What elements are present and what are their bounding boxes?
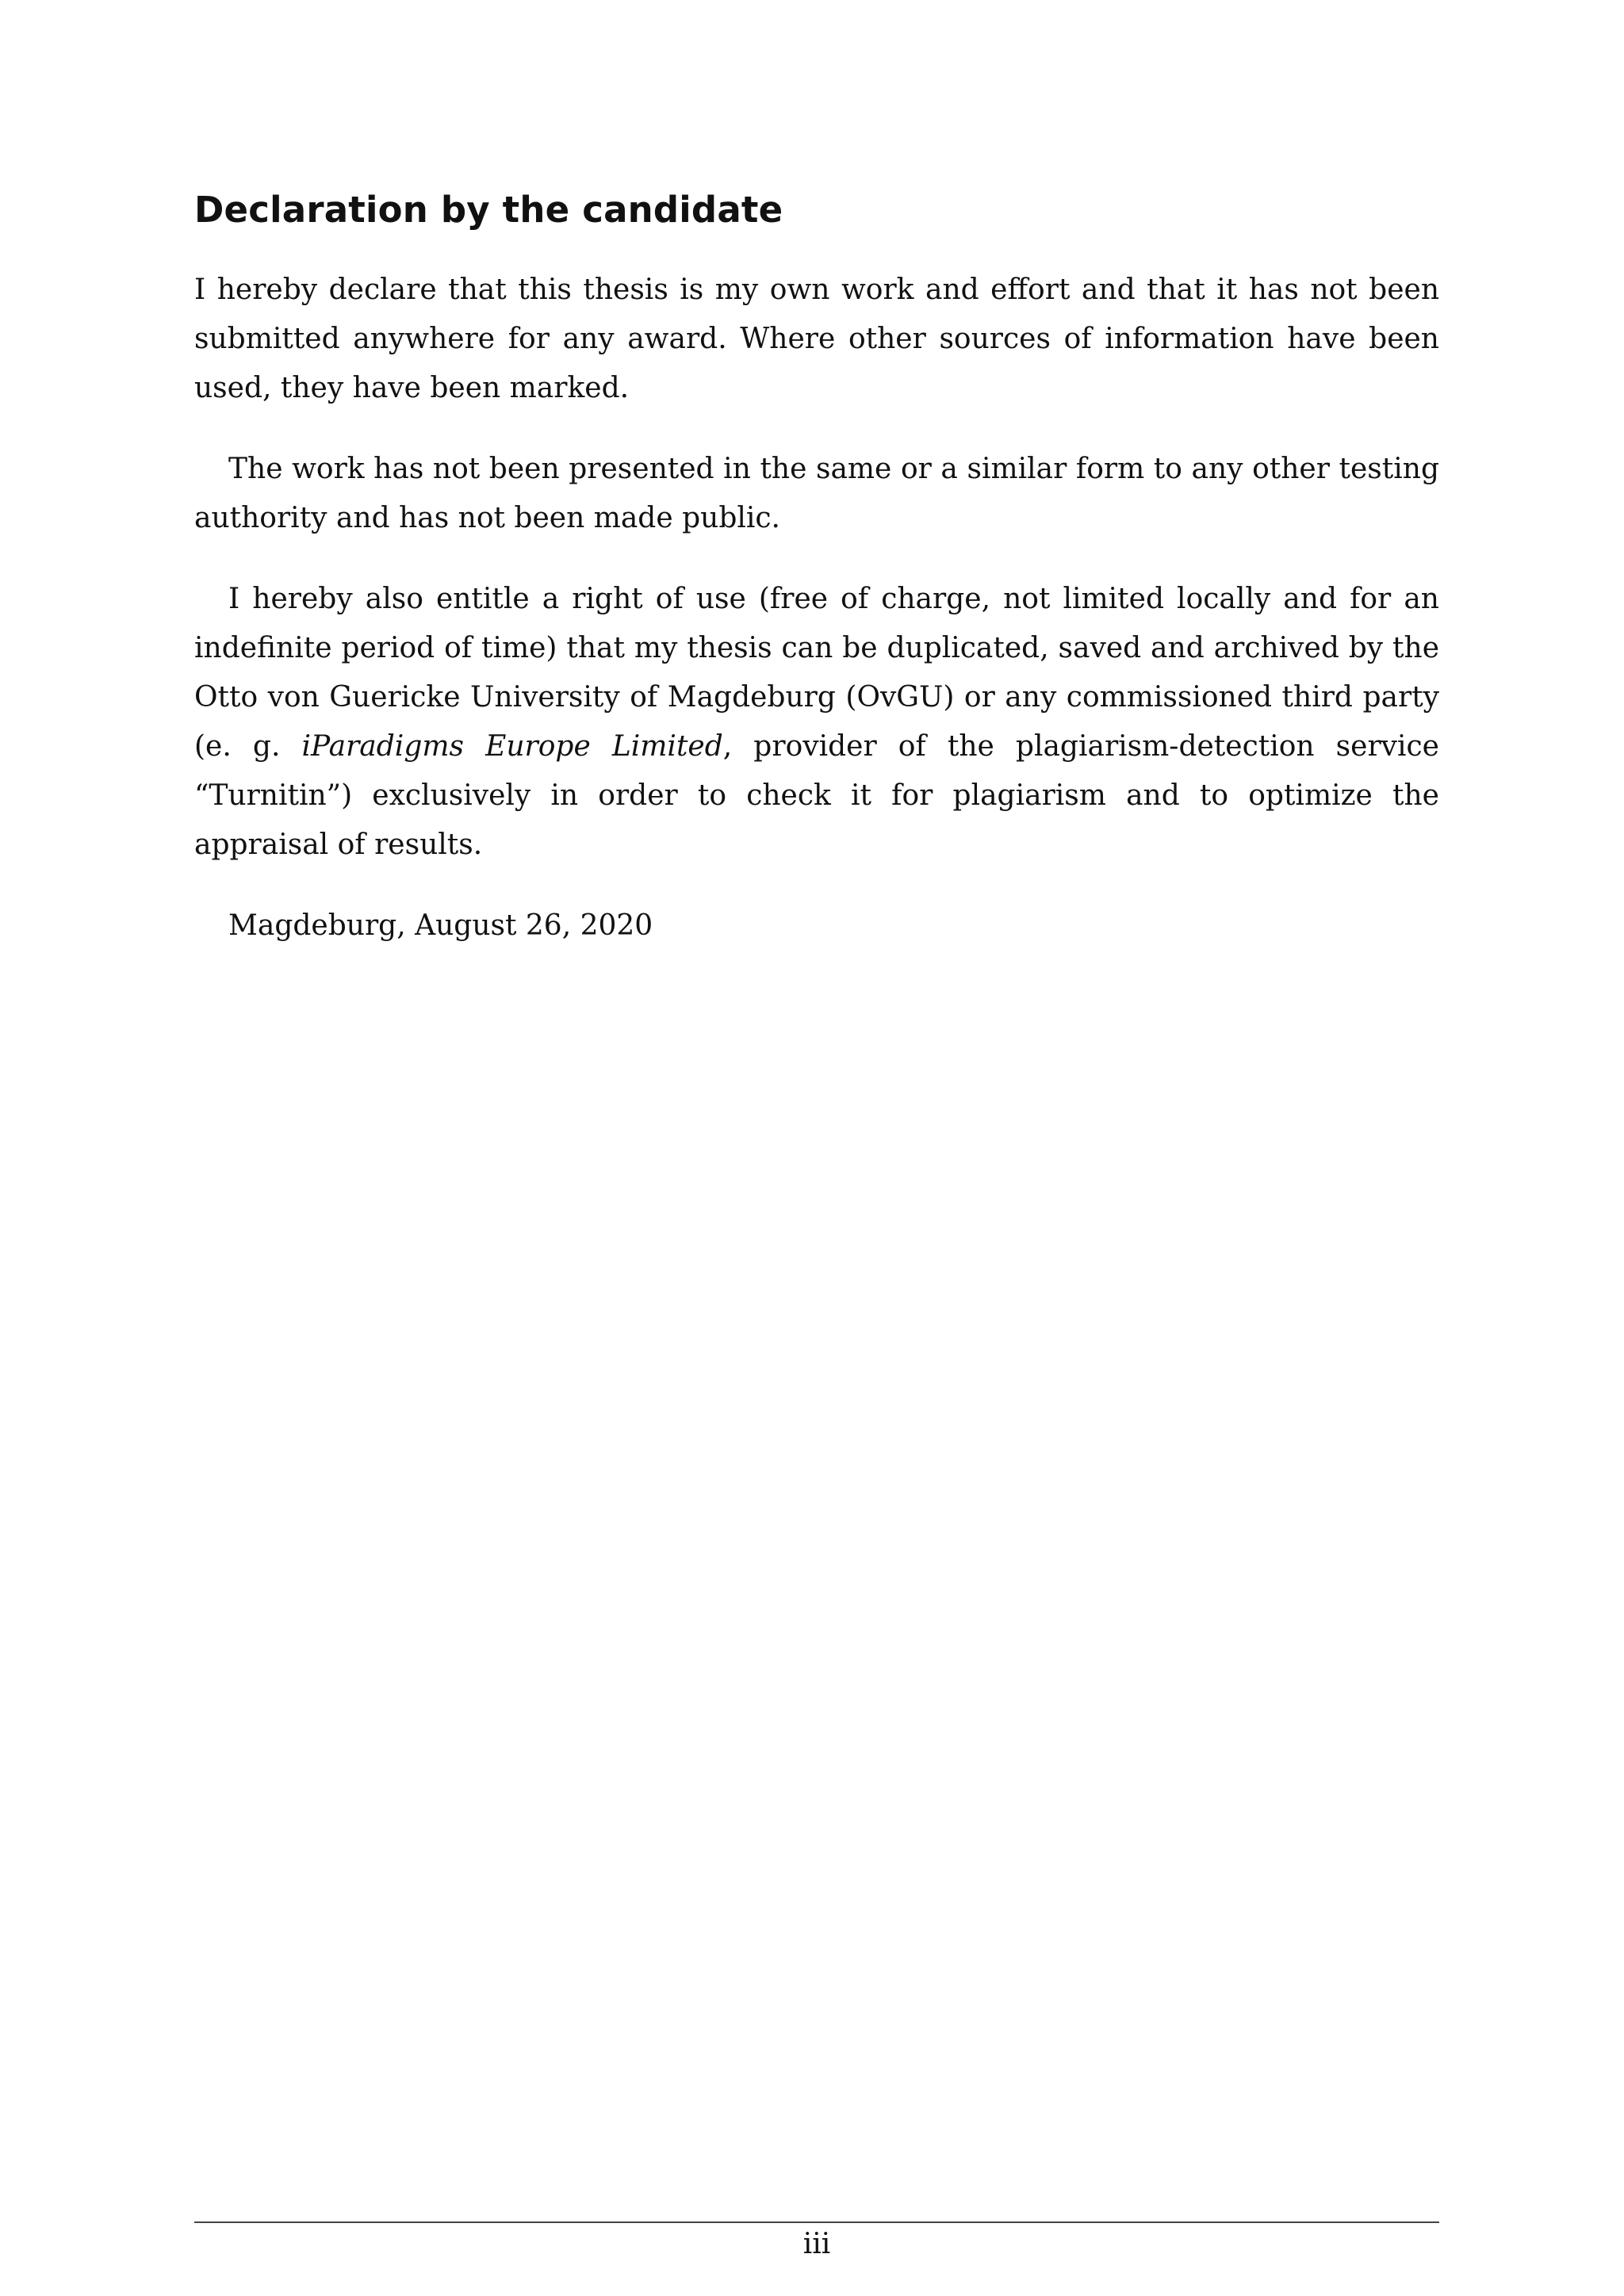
declaration-paragraph-1: I hereby declare that this thesis is my own work and effort and that it has not been submitted anywhere for any award. Where other sources of information have been used, they have been marked. [194,274,1439,404]
page-number: iii [802,2228,831,2260]
paragraph-3-text-end: , provider of the plagiarism-detection service “Turnitin”) exclusively in order to check it for plagiarism and to optimize the appraisal of results. [194,730,1439,861]
declaration-section [194,186,1439,982]
place-and-date: Magdeburg, August 26, 2020 [228,909,653,942]
paragraph-3-text-start: I hereby also entitle a right of use (free of charge, not limited locally and for an indefinite period of time) that my thesis can be duplicated, saved and archived by the Otto von Guericke University of Magdeburg (OvGU) or any commissioned third party (e. g. [194,583,1439,763]
company-name-italic: iParadigms Europe Limited [301,730,723,763]
declaration-paragraph-3 [194,575,1439,870]
declaration-paragraph-2: The work has not been presented in the same or a similar form to any other testing authority and has not been made public. [194,453,1439,534]
section-heading: Declaration by the candidate [194,189,783,231]
footer-divider [194,2221,1439,2223]
